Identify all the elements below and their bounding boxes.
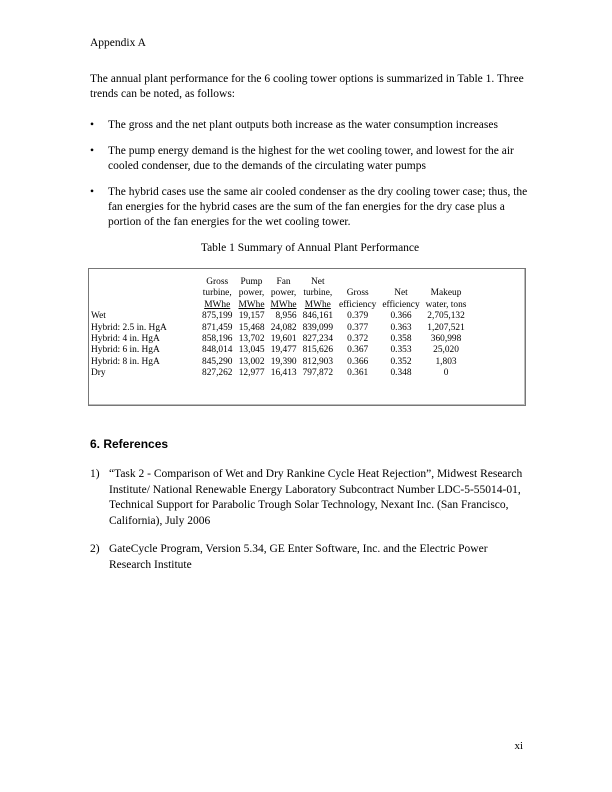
table-cell: 812,903	[302, 356, 334, 367]
column-header: Net efficiency	[382, 288, 420, 310]
table-row	[91, 357, 469, 368]
column-header: Makeup water, tons	[425, 288, 467, 310]
table-cell: 0.358	[390, 334, 412, 345]
list-item	[90, 542, 530, 573]
table-cell: 8,956	[275, 311, 297, 322]
table-cell: 0.366	[347, 356, 369, 367]
table-cell: 0.348	[390, 368, 412, 379]
bullet-text: The pump energy demand is the highest for the wet cooling tower, and lowest for the air cooled condenser, due to the demands of the circulating water pumps	[108, 145, 514, 172]
table-cell: 0.377	[347, 322, 369, 333]
table-cell: 858,196	[202, 334, 233, 345]
list-item	[90, 467, 530, 529]
row-label: Wet	[91, 311, 106, 322]
section-heading: 6. References	[90, 437, 169, 451]
table-cell: 0	[443, 368, 449, 379]
table-cell: 871,459	[202, 322, 233, 333]
table-row	[91, 345, 469, 356]
row-label: Dry	[91, 368, 106, 379]
bullet-icon: •	[90, 119, 95, 131]
reference-number: 2)	[90, 543, 100, 555]
table-cell: 13,702	[238, 334, 265, 345]
table-cell: 19,157	[238, 311, 265, 322]
table-cell: 0.361	[347, 368, 369, 379]
page-header: Appendix A	[90, 37, 146, 49]
column-header: Gross efficiency	[339, 288, 377, 310]
table-cell: 848,014	[202, 345, 233, 356]
column-header: Fan power, MWhe	[270, 277, 297, 310]
bullet-text: The gross and the net plant outputs both increase as the water consumption increases	[108, 119, 498, 131]
table-cell: 19,390	[270, 356, 297, 367]
list-item	[90, 144, 530, 174]
row-label: Hybrid: 6 in. HgA	[91, 345, 160, 356]
page-number: xi	[514, 740, 523, 752]
table-row	[91, 323, 469, 334]
bullet-icon: •	[90, 145, 95, 157]
performance-table	[91, 277, 469, 380]
table-cell: 0.372	[347, 334, 369, 345]
list-item	[90, 118, 530, 133]
table-cell: 815,626	[302, 345, 334, 356]
reference-number: 1)	[90, 468, 100, 480]
column-header: Gross turbine, MWhe	[202, 277, 232, 310]
table-cell: 846,161	[302, 311, 334, 322]
table-cell: 0.363	[390, 322, 412, 333]
reference-text: GateCycle Program, Version 5.34, GE Enter Software, Inc. and the Electric Power Research Institute	[109, 543, 488, 571]
table-cell: 0.352	[390, 356, 412, 367]
table-cell: 1,207,521	[427, 322, 465, 333]
table-caption: Table 1 Summary of Annual Plant Performance	[200, 242, 420, 254]
table-cell: 1,803	[435, 356, 457, 367]
table-cell: 12,977	[238, 368, 265, 379]
case-column-header	[91, 277, 199, 311]
table-cell: 13,002	[238, 356, 265, 367]
intro-paragraph: The annual plant performance for the 6 cooling tower options is summarized in Table 1. Three trends can be noted, as follows:	[90, 73, 524, 100]
table-cell: 827,262	[202, 368, 233, 379]
table-row	[91, 334, 469, 345]
table-row	[91, 311, 469, 322]
table-cell: 24,082	[270, 322, 297, 333]
table-cell: 0.367	[347, 345, 369, 356]
table-cell: 360,998	[430, 334, 462, 345]
table-frame	[88, 268, 526, 406]
column-header: Net turbine, MWhe	[303, 277, 333, 310]
table-cell: 16,413	[270, 368, 297, 379]
table-cell: 13,045	[238, 345, 265, 356]
reference-text: “Task 2 - Comparison of Wet and Dry Rankine Cycle Heat Rejection”, Midwest Research Institute/ National Renewable Energy Laboratory Subcontract Number LDC-5-55014-01, Technical Support for Parabolic Trough Solar Technology, Nexant Inc. (San Francisco, California), July 2006	[109, 468, 523, 527]
column-header: Pump power, MWhe	[238, 277, 265, 310]
row-label: Hybrid: 2.5 in. HgA	[91, 322, 167, 333]
table-cell: 15,468	[238, 322, 265, 333]
table-cell: 839,099	[302, 322, 334, 333]
table-cell: 2,705,132	[427, 311, 465, 322]
row-label: Hybrid: 4 in. HgA	[91, 334, 160, 345]
bullet-text: The hybrid cases use the same air cooled condenser as the dry cooling tower case; thus, the fan energies for the hybrid cases are the sum of the fan energies for the dry case plus a portion of the fan energies for the wet cooling tower.	[108, 186, 528, 228]
table-cell: 0.353	[390, 345, 412, 356]
list-item	[90, 185, 530, 230]
bullet-icon: •	[90, 186, 95, 198]
table-row	[91, 368, 469, 379]
table-cell: 25,020	[433, 345, 459, 356]
table-cell: 19,477	[270, 345, 297, 356]
table-cell: 827,234	[302, 334, 334, 345]
trend-list	[90, 118, 530, 241]
row-label: Hybrid: 8 in. HgA	[91, 356, 160, 367]
reference-list	[90, 467, 530, 586]
table-cell: 19,601	[270, 334, 297, 345]
table-cell: 875,199	[202, 311, 233, 322]
table-cell: 0.366	[390, 311, 412, 322]
table-header-row	[91, 277, 469, 311]
table-cell: 797,872	[302, 368, 334, 379]
table-cell: 845,290	[202, 356, 233, 367]
table-cell: 0.379	[347, 311, 369, 322]
